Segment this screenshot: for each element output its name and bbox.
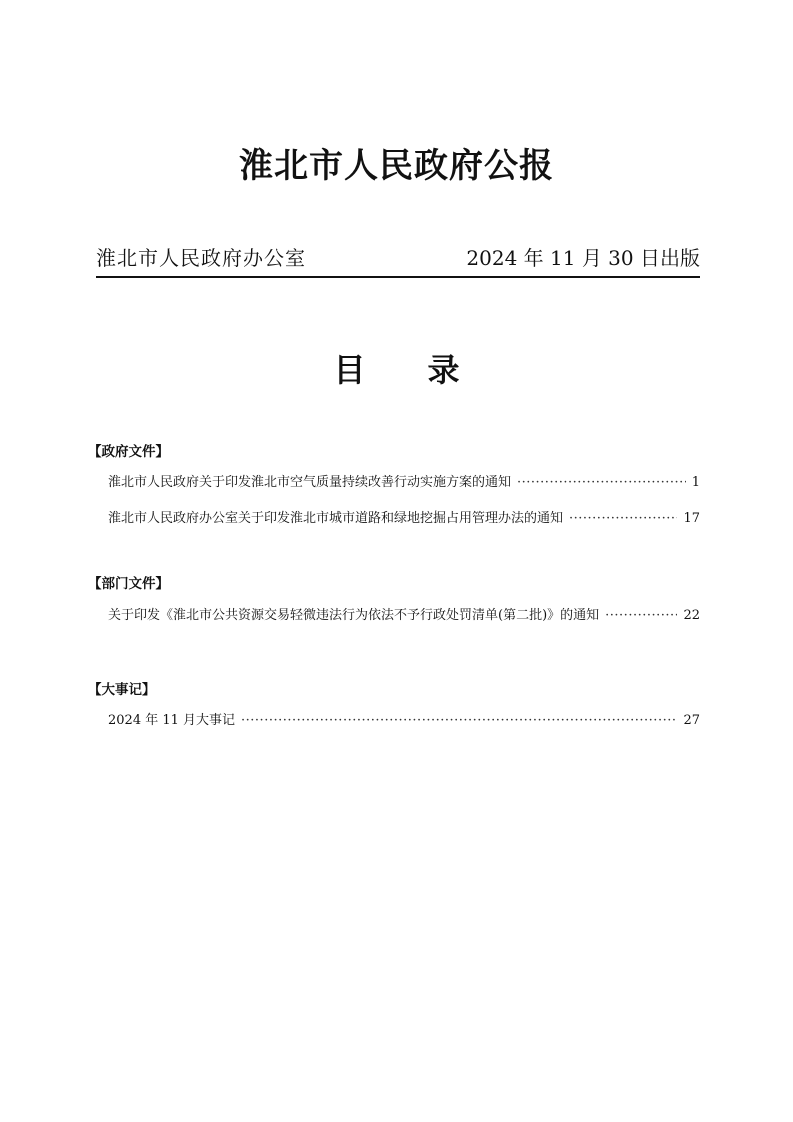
leader-dots: [569, 509, 677, 529]
toc-entry[interactable]: [108, 711, 700, 731]
toc-entry-page: 27: [683, 713, 700, 728]
toc-entry-title: 淮北市人民政府关于印发淮北市空气质量持续改善行动实施方案的通知: [108, 475, 512, 490]
section-heading-events: 【大事记】: [88, 682, 156, 698]
toc-entry[interactable]: [108, 509, 700, 529]
issue-bar: [96, 242, 700, 278]
toc-entry-page: 1: [691, 475, 700, 490]
toc-entry-title: 淮北市人民政府办公室关于印发淮北市城市道路和绿地挖掘占用管理办法的通知: [108, 511, 564, 526]
leader-dots: [605, 606, 677, 626]
section-heading-department: 【部门文件】: [88, 576, 169, 592]
toc-entry-title: 2024 年 11 月大事记: [108, 713, 236, 728]
leader-dots: [241, 711, 677, 731]
toc-entry[interactable]: [108, 606, 700, 626]
toc-entry-page: 17: [683, 511, 700, 526]
masthead-title: 淮北市人民政府公报: [239, 146, 554, 186]
publication-date: 2024 年 11 月 30 日出版: [466, 246, 700, 270]
section-heading-government: 【政府文件】: [88, 444, 169, 460]
toc-entry[interactable]: [108, 473, 700, 493]
toc-entry-page: 22: [683, 608, 700, 623]
toc-entry-title: 关于印发《淮北市公共资源交易轻微违法行为依法不予行政处罚清单(第二批)》的通知: [108, 608, 600, 623]
issuer-name: 淮北市人民政府办公室: [96, 246, 306, 270]
toc-title: 目录: [333, 351, 522, 389]
leader-dots: [517, 473, 686, 493]
